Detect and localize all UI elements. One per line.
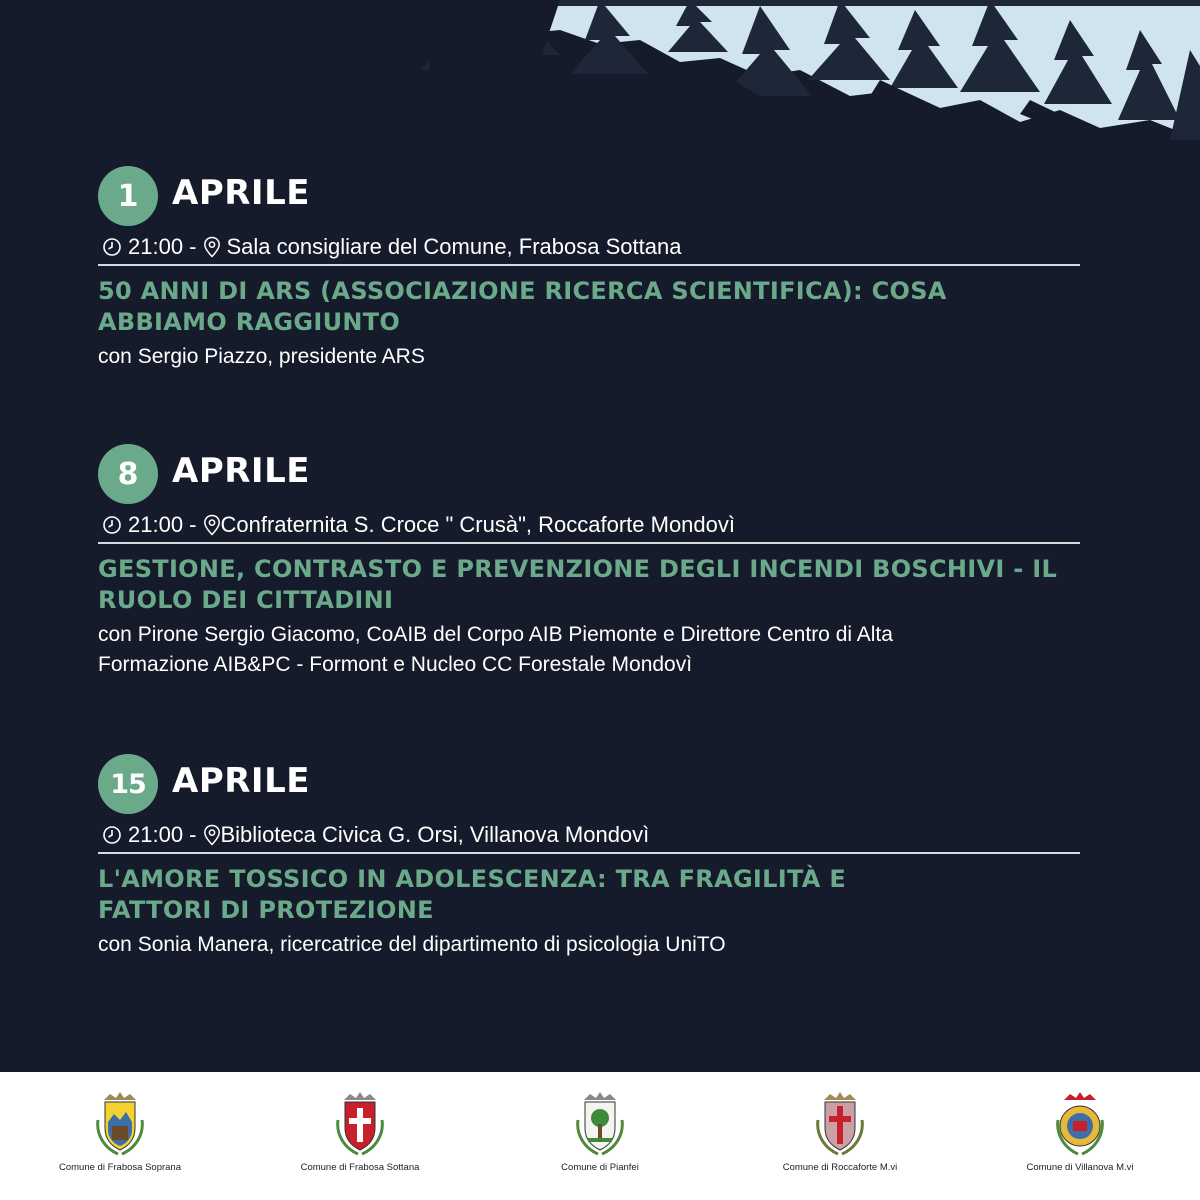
location-pin-icon — [203, 824, 221, 846]
event-3 — [98, 754, 1080, 960]
event-2 — [98, 444, 1080, 680]
clock-icon — [102, 237, 122, 257]
crest-pianfei: Comune di Pianfei — [500, 1072, 700, 1173]
location-pin-icon — [203, 236, 221, 258]
month-label: APRILE — [172, 173, 310, 213]
event-meta — [98, 822, 1080, 854]
day-badge: 15 — [98, 754, 158, 814]
event-date — [98, 754, 1080, 814]
coat-of-arms-icon — [1050, 1090, 1110, 1158]
crest-frabosa-soprana: Comune di Frabosa Soprana — [20, 1072, 220, 1173]
forest-header-illustration — [0, 0, 1200, 160]
event-time: 21:00 - — [128, 234, 197, 259]
coat-of-arms-icon — [570, 1090, 630, 1158]
event-meta — [98, 234, 1080, 266]
crest-roccaforte: Comune di Roccaforte M.vi — [740, 1072, 940, 1173]
event-place: Confraternita S. Croce " Crusà", Roccaforte Mondovì — [220, 512, 735, 537]
event-speaker: con Pirone Sergio Giacomo, CoAIB del Corpo AIB Piemonte e Direttore Centro di Alta Formazione AIB&PC - Formont e Nucleo CC Forestale Mondovì — [98, 623, 893, 676]
sponsor-footer — [0, 1072, 1200, 1200]
event-title: GESTIONE, CONTRASTO E PREVENZIONE DEGLI INCENDI BOSCHIVI - IL RUOLO DEI CITTADINI — [98, 555, 1058, 614]
event-title: 50 ANNI DI ARS (ASSOCIAZIONE RICERCA SCIENTIFICA): COSA ABBIAMO RAGGIUNTO — [98, 277, 947, 336]
event-speaker: con Sergio Piazzo, presidente ARS — [98, 345, 425, 368]
day-badge: 1 — [98, 166, 158, 226]
event-meta — [98, 512, 1080, 544]
event-place: Biblioteca Civica G. Orsi, Villanova Mondovì — [220, 822, 650, 847]
clock-icon — [102, 825, 122, 845]
event-speaker: con Sonia Manera, ricercatrice del dipartimento di psicologia UniTO — [98, 933, 726, 956]
crest-frabosa-sottana: Comune di Frabosa Sottana — [260, 1072, 460, 1173]
event-time: 21:00 - — [128, 512, 197, 537]
crest-villanova: Comune di Villanova M.vi — [980, 1072, 1180, 1173]
event-date — [98, 444, 1080, 504]
month-label: APRILE — [172, 761, 310, 801]
coat-of-arms-icon — [810, 1090, 870, 1158]
coat-of-arms-icon — [330, 1090, 390, 1158]
event-time: 21:00 - — [128, 822, 197, 847]
clock-icon — [102, 515, 122, 535]
event-place: Sala consigliare del Comune, Frabosa Sottana — [226, 234, 682, 259]
event-title: L'AMORE TOSSICO IN ADOLESCENZA: TRA FRAGILITÀ E FATTORI DI PROTEZIONE — [98, 865, 847, 924]
coat-of-arms-icon — [90, 1090, 150, 1158]
location-pin-icon — [203, 514, 221, 536]
event-1 — [98, 166, 1080, 372]
month-label: APRILE — [172, 451, 310, 491]
day-badge: 8 — [98, 444, 158, 504]
event-date — [98, 166, 1080, 226]
